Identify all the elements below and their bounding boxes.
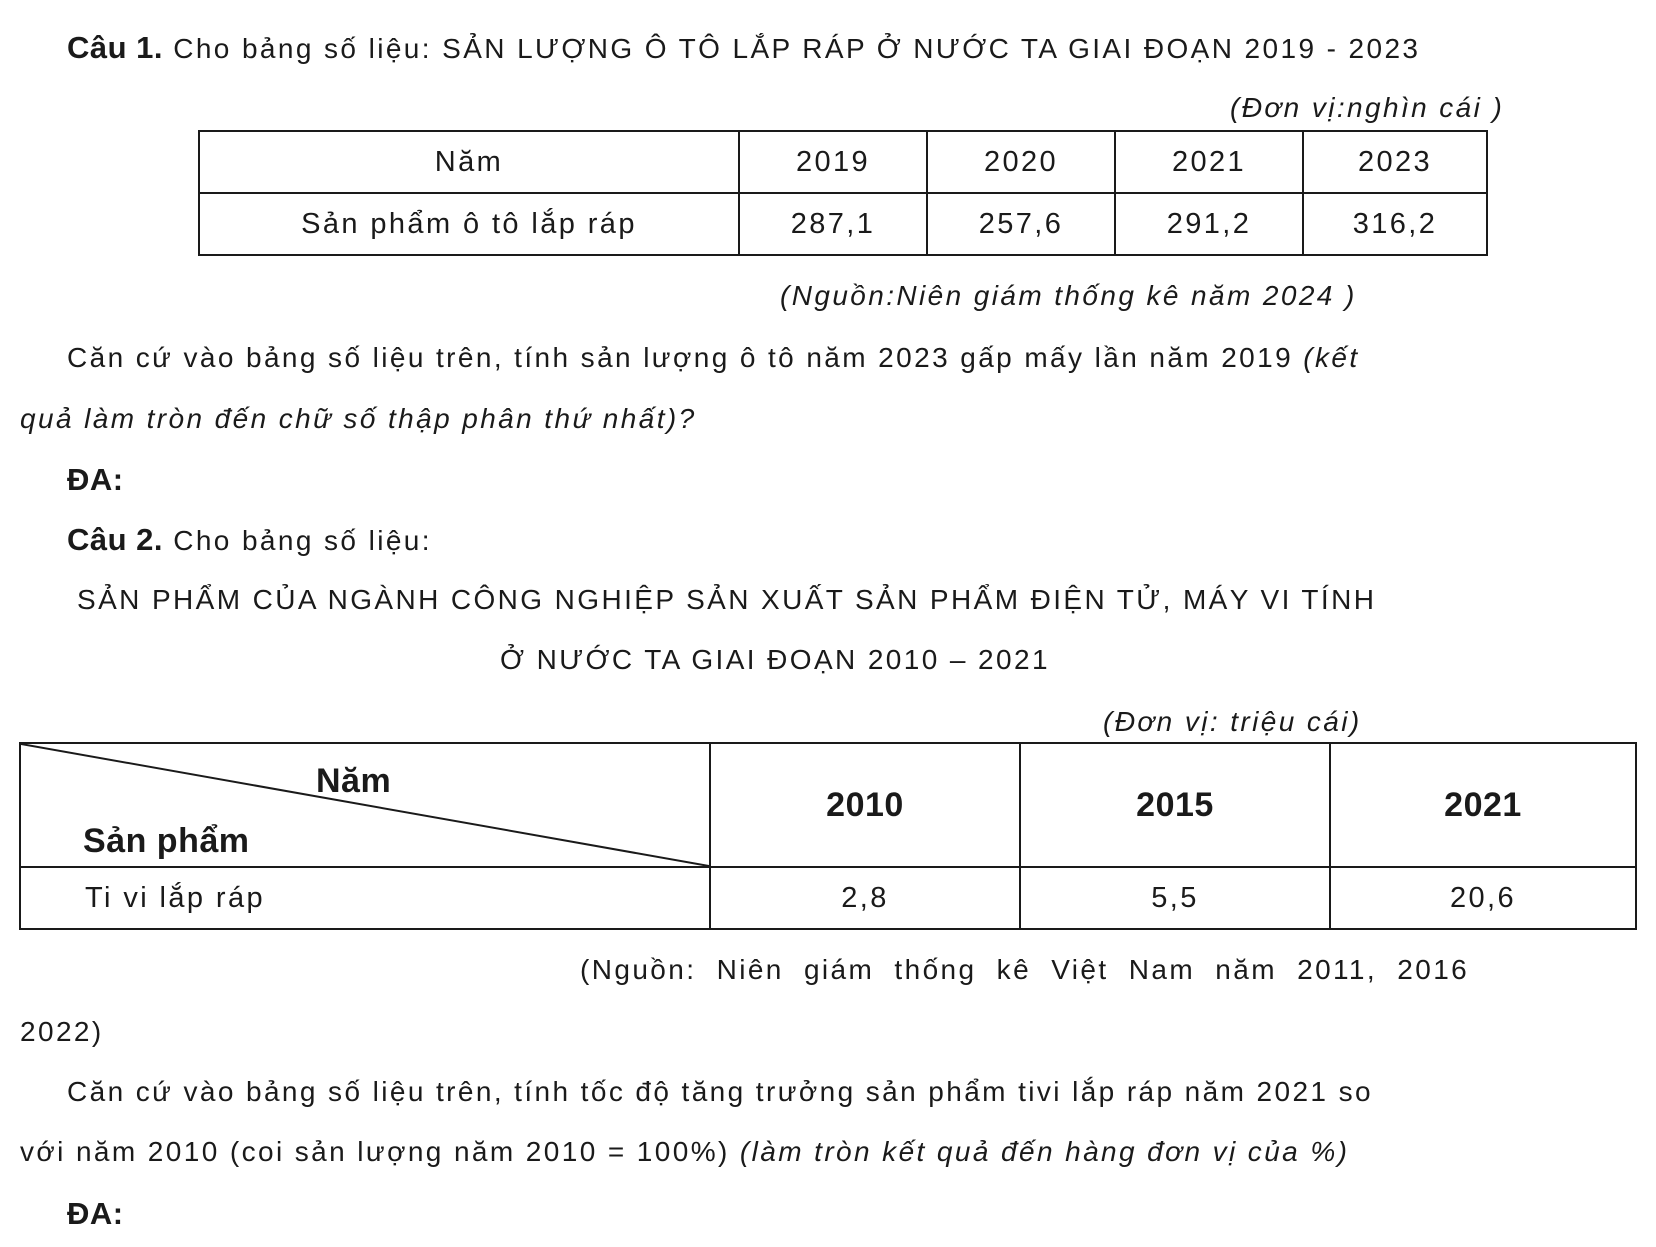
table-year-cell: 2021 bbox=[1330, 743, 1636, 867]
q2-question-line2 bbox=[20, 1136, 1349, 1168]
table-value-cell: 2,8 bbox=[710, 867, 1020, 929]
table-value-cell: 291,2 bbox=[1115, 193, 1303, 255]
table-row bbox=[199, 193, 1487, 255]
table-value-cell: 5,5 bbox=[1020, 867, 1330, 929]
table-year-cell: 2015 bbox=[1020, 743, 1330, 867]
q2-source-line1: (Nguồn: Niên giám thống kê Việt Nam năm 2011, 2016 bbox=[580, 954, 1470, 985]
q1-question-text: Căn cứ vào bảng số liệu trên, tính sản lượng ô tô năm 2023 gấp mấy lần năm 2019 bbox=[67, 342, 1304, 373]
q1-question-note: (kết bbox=[1303, 342, 1360, 373]
q2-table bbox=[19, 742, 1637, 930]
table-value-cell: 257,6 bbox=[927, 193, 1115, 255]
table-value-cell: 287,1 bbox=[739, 193, 927, 255]
q1-label: Câu 1. bbox=[67, 30, 164, 65]
q1-heading bbox=[67, 30, 1420, 66]
q2-source-line2: 2022) bbox=[20, 1016, 104, 1047]
q2-question-line1: Căn cứ vào bảng số liệu trên, tính tốc độ tăng trưởng sản phẩm tivi lắp ráp năm 2021 so bbox=[67, 1076, 1373, 1107]
q1-table bbox=[198, 130, 1488, 256]
table-header-row bbox=[20, 743, 1636, 867]
q2-title-line2: Ở NƯỚC TA GIAI ĐOẠN 2010 – 2021 bbox=[500, 644, 1050, 675]
q1-unit: (Đơn vị:nghìn cái ) bbox=[1230, 92, 1505, 123]
q2-title-line1: SẢN PHẨM CỦA NGÀNH CÔNG NGHIỆP SẢN XUẤT SẢN PHẨM ĐIỆN TỬ, MÁY VI TÍNH bbox=[77, 584, 1377, 615]
table-value-cell: 316,2 bbox=[1303, 193, 1487, 255]
corner-year-label: Năm bbox=[316, 762, 392, 800]
q2-heading bbox=[67, 522, 432, 558]
q2-answer-label: ĐA: bbox=[67, 1196, 124, 1231]
table-value-cell: 20,6 bbox=[1330, 867, 1636, 929]
table-corner-cell bbox=[20, 743, 710, 867]
q1-intro: Cho bảng số liệu: SẢN LƯỢNG Ô TÔ LẮP RÁP Ở NƯỚC TA GIAI ĐOẠN 2019 - 2023 bbox=[173, 33, 1421, 64]
q1-source: (Nguồn:Niên giám thống kê năm 2024 ) bbox=[780, 280, 1357, 311]
q2-question-note: (làm tròn kết quả đến hàng đơn vị của %) bbox=[739, 1136, 1350, 1167]
q2-question-text: với năm 2010 (coi sản lượng năm 2010 = 100%) bbox=[20, 1136, 740, 1167]
table-year-cell: 2023 bbox=[1303, 131, 1487, 193]
table-row-label: Ti vi lắp ráp bbox=[20, 867, 710, 929]
q1-question-line2: quả làm tròn đến chữ số thập phân thứ nhất)? bbox=[20, 403, 697, 434]
table-header-row bbox=[199, 131, 1487, 193]
table-year-cell: 2020 bbox=[927, 131, 1115, 193]
table-row bbox=[20, 867, 1636, 929]
q1-question-line1 bbox=[67, 342, 1360, 374]
q2-intro: Cho bảng số liệu: bbox=[173, 525, 432, 556]
q1-answer-label: ĐA: bbox=[67, 462, 124, 497]
table-year-cell: 2021 bbox=[1115, 131, 1303, 193]
table-year-cell: 2010 bbox=[710, 743, 1020, 867]
table-row-label: Sản phẩm ô tô lắp ráp bbox=[199, 193, 739, 255]
q2-label: Câu 2. bbox=[67, 522, 164, 557]
table-header-label: Năm bbox=[199, 131, 739, 193]
corner-product-label: Sản phẩm bbox=[83, 822, 250, 860]
q2-unit: (Đơn vị: triệu cái) bbox=[1103, 706, 1362, 737]
table-year-cell: 2019 bbox=[739, 131, 927, 193]
